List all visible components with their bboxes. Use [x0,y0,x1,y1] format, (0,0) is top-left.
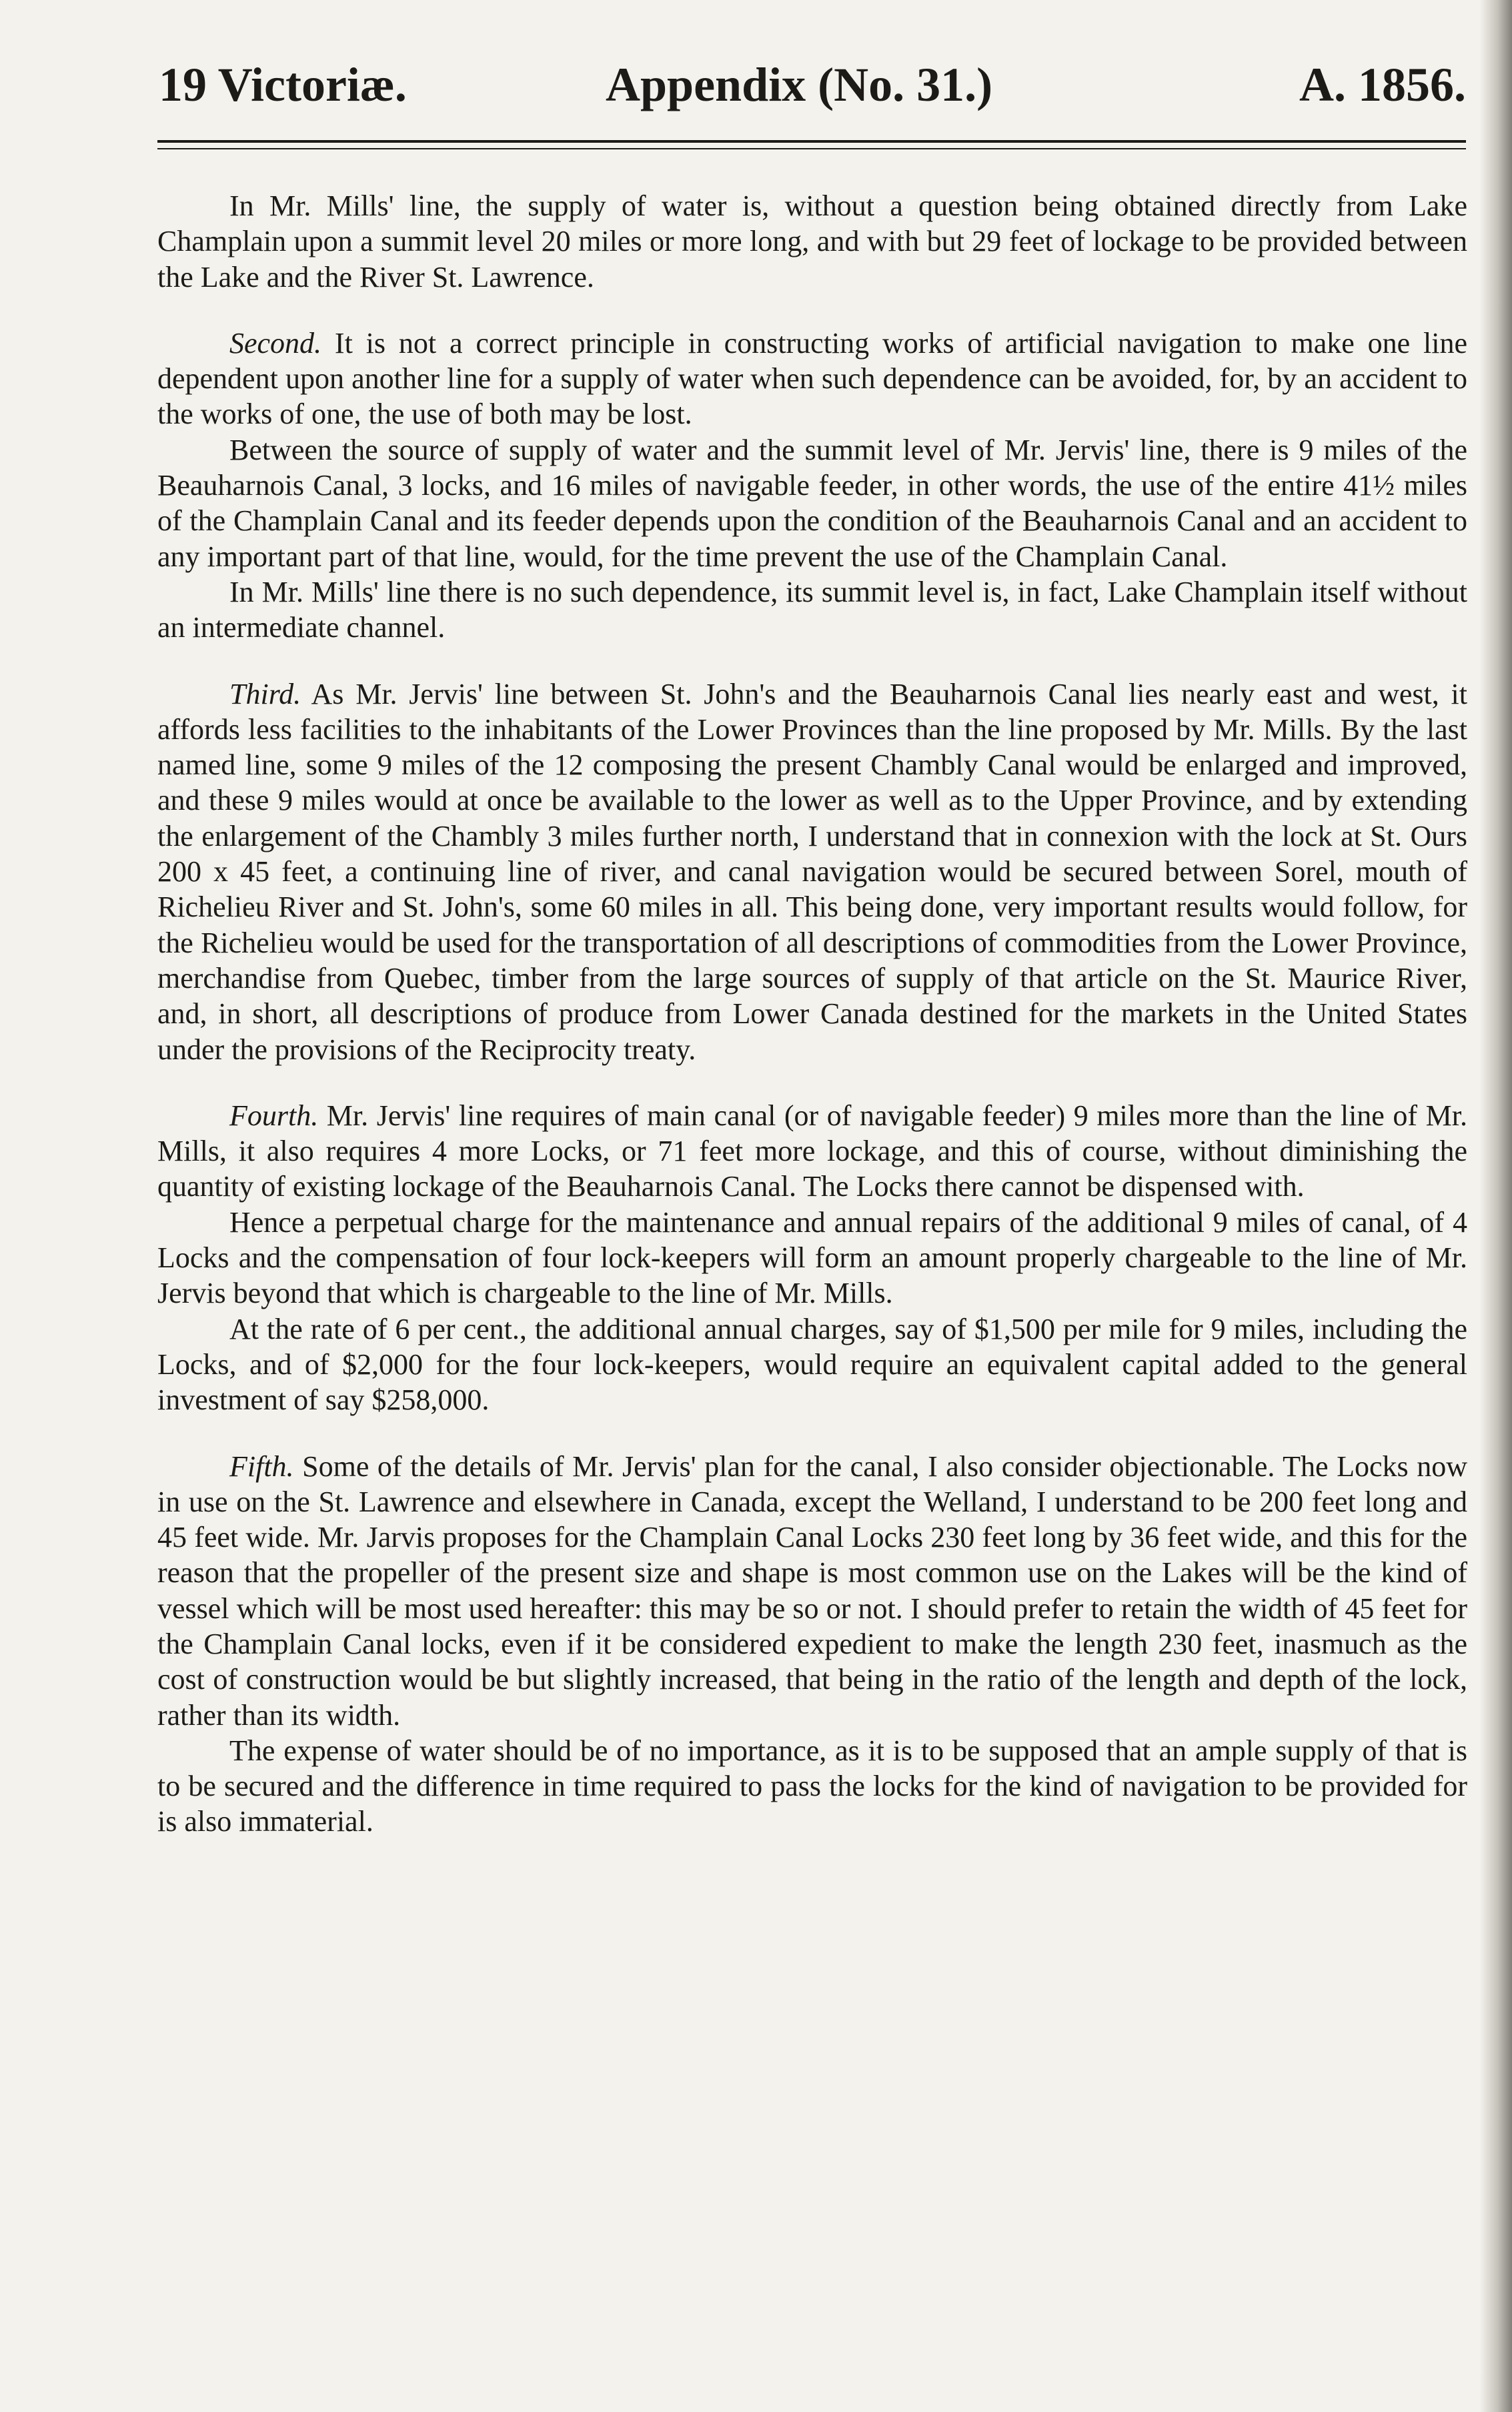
page-edge-shadow [1480,0,1512,2412]
header-year: A. 1856. [1299,58,1466,111]
paragraph-text: It is not a correct principle in constructing works of artificial navigation to make one line dependent upon another line for a supply of water when such dependence can be avoided, for, by an accident to the works of one, the use of both may be lost. [157,326,1467,431]
header-volume: 19 Victoriæ. [159,58,407,111]
paragraph-text: In Mr. Mills' line, the supply of water is, without a question being obtained directly from Lake Champlain upon a summit level 20 miles or more long, and with but 29 feet of lockage to be provided between the Lake and the River St. Lawrence. [157,189,1467,293]
paragraph-fifth [157,1449,1467,1733]
paragraph-lead: Third. [229,677,301,710]
paragraph-source-of-supply [157,432,1467,574]
paragraph-lead: Fifth. [229,1449,294,1483]
paragraph-text: Some of the details of Mr. Jervis' plan for the canal, I also consider objectionable. The Locks now in use on the St. Lawrence and elsewhere in Canada, except the Welland, I understand to be 200 feet long and 45 feet wide. Mr. Jarvis proposes for the Champlain Canal Locks 230 feet long by 36 feet wide, and this for the reason that the propeller of the present size and shape is most common use on the Lakes will be the kind of vessel which will be most used hereafter: this may be so or not. I should prefer to retain the width of 45 feet for the Champlain Canal locks, even if it be considered expedient to make the length 230 feet, inasmuch as the cost of construction would be but slightly increased, that being in the ratio of the length and depth of the lock, rather than its width. [157,1449,1467,1732]
paragraph-second [157,326,1467,432]
paragraph-text: Mr. Jervis' line requires of main canal (or of navigable feeder) 9 miles more than the line of Mr. Mills, it also requires 4 more Locks, or 71 feet more lockage, and this of course, without diminishing the quantity of existing lockage of the Beauharnois Canal. The Locks there cannot be dispensed with. [157,1099,1467,1203]
paragraph-text: Hence a perpetual charge for the maintenance and annual repairs of the additional 9 miles of canal, of 4 Locks and the compensation of four lock-keepers will form an amount properly chargeable to the line of Mr. Jervis beyond that which is chargeable to the line of Mr. Mills. [157,1205,1467,1310]
paragraph-expense-of-water [157,1733,1467,1840]
paragraph-text: As Mr. Jervis' line between St. John's and the Beauharnois Canal lies nearly east and west, it affords less facilities to the inhabitants of the Lower Provinces than the line proposed by Mr. Mills. By the last named line, some 9 miles of the 12 composing the present Chambly Canal would be enlarged and improved, and these 9 miles would at once be available to the lower as well as to the Upper Province, and by extending the enlargement of the Chambly 3 miles further north, I understand that in connexion with the lock at St. Ours 200 x 45 feet, a continuing line of river, and canal navigation would be secured between Sorel, mouth of Richelieu River and St. John's, some 60 miles in all. This being done, very important results would follow, for the Richelieu would be used for the transportation of all descriptions of commodities from the Lower Province, merchandise from Quebec, timber from the large sources of supply of that article on the St. Maurice River, and, in short, all descriptions of produce from Lower Canada destined for the markets in the United States under the provisions of the Reciprocity treaty. [157,677,1467,1066]
header-rule-thick [157,140,1466,143]
paragraph-six-per-cent [157,1311,1467,1418]
paragraph-text: At the rate of 6 per cent., the additional annual charges, say of $1,500 per mile for 9 miles, including the Locks, and of $2,000 for the four lock-keepers, would require an equivalent capital added to the general investment of say $258,000. [157,1312,1467,1417]
running-header [159,55,1466,115]
paragraph-fourth [157,1098,1467,1205]
paragraph-third [157,676,1467,1067]
body-text [157,188,1467,1840]
paragraph-perpetual-charge [157,1205,1467,1311]
paragraph-text: In Mr. Mills' line there is no such dependence, its summit level is, in fact, Lake Champlain itself without an intermediate channel. [157,575,1467,644]
paragraph-mills-supply [157,188,1467,295]
paragraph-text: The expense of water should be of no importance, as it is to be supposed that an ample supply of that is to be secured and the difference in time required to pass the locks for the kind of navigation to be provided for is also immaterial. [157,1734,1467,1838]
paragraph-no-dependence [157,574,1467,646]
paragraph-lead: Fourth. [229,1099,319,1132]
paragraph-lead: Second. [229,326,322,360]
header-appendix: Appendix (No. 31.) [606,58,993,111]
paragraph-text: Between the source of supply of water and the summit level of Mr. Jervis' line, there is 9 miles of the Beauharnois Canal, 3 locks, and 16 miles of navigable feeder, in other words, the use of the entire 41½ miles of the Champlain Canal and its feeder depends upon the condition of the Beauharnois Canal and an accident to any important part of that line, would, for the time prevent the use of the Champlain Canal. [157,433,1467,573]
header-rule-thin [157,148,1466,149]
